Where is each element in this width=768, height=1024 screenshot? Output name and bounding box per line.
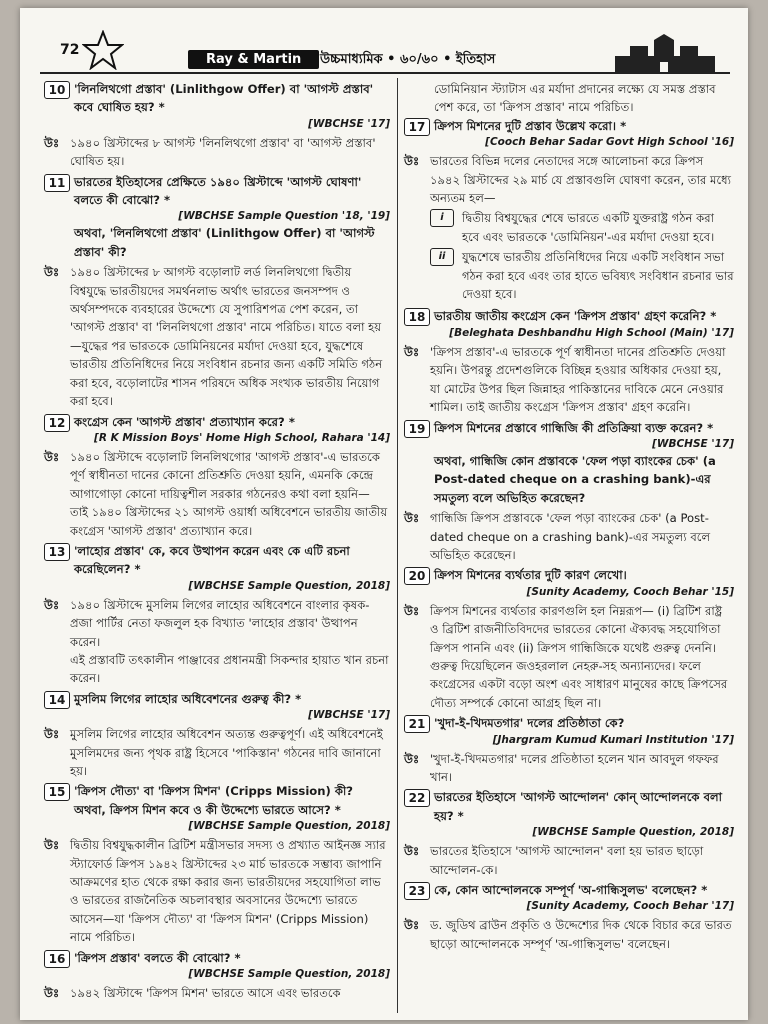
question-text: মুসলিম লিগের লাহোর অধিবেশনের গুরুত্ব কী? * (74, 691, 302, 706)
point-text: দ্বিতীয় বিশ্বযুদ্ধের শেষে ভারতে একটি যুক্তরাষ্ট্র গঠন করা হবে এবং ভারতকে 'ডোমিনিয়ন'-এর মর্যাদা দেওয়া হবে। (462, 211, 715, 244)
question-number: 23 (404, 882, 430, 900)
question-number: 11 (44, 174, 70, 192)
answer-block (430, 343, 734, 417)
question-source: [WBCHSE Sample Question, 2018] (532, 826, 734, 839)
question-number: 21 (404, 715, 430, 733)
question-number: 15 (44, 783, 70, 801)
question-row (404, 881, 734, 914)
question-number: 13 (44, 543, 70, 561)
answer-row (44, 596, 390, 688)
answer-text: ভারতের ইতিহাসে 'আগস্ট আন্দোলন' বলা হয় ভারত ছাড়ো আন্দোলন-কে। (430, 844, 704, 877)
answer-block (430, 509, 734, 564)
question-source: [WBCHSE '17] (652, 437, 734, 450)
question-number: 17 (404, 118, 430, 136)
answer-block (70, 984, 390, 1002)
question-text: 'খুদা-ই-খিদমতগার' দলের প্রতিষ্ঠাতা কে? (434, 716, 625, 731)
answer-marker: উঃ (404, 344, 420, 359)
answer-marker: উঃ (44, 986, 60, 1001)
question-source: [R K Mission Boys' Home High School, Rahara '14] (94, 431, 390, 444)
answer-marker: উঃ (44, 727, 60, 742)
question-source: [WBCHSE '17] (308, 117, 390, 130)
question-block (434, 566, 734, 599)
question-number: 16 (44, 950, 70, 968)
answer-text: 'খুদা-ই-খিদমতগার' দলের প্রতিষ্ঠাতা হলেন খান আবদুল গফফর খান। (430, 751, 719, 784)
question-row (44, 413, 390, 446)
header-rule (40, 72, 730, 74)
answer-marker: উঃ (404, 918, 420, 933)
question-row (404, 714, 734, 747)
question-block (74, 542, 390, 594)
question-source: [WBCHSE Sample Question '18, '19] (178, 210, 390, 223)
question-text: ক্রিপস মিশনের ব্যর্থতার দুটি কারণ লেখো। (434, 568, 627, 583)
answer-extra: এই প্রস্তাবটি তৎকালীন পাঞ্জাবের প্রধানমন্ত্রী সিকন্দার হায়াত খান রচনা করেন। (70, 652, 389, 686)
answer-text: দ্বিতীয় বিশ্বযুদ্ধকালীন ব্রিটিশ মন্ত্রীসভার সদস্য ও প্রখ্যাত আইনজ্ঞ স্যার স্ট্যাফোর্ড ক্রিপস ১৯৪২ খ্রিস্টাব্দের ২৩ মার্চ ভারতকে সম্ভাব্য জাপানি আক্রমণের হাত থেকে রক্ষা করার জন্য ভারতীয়দের সহযোগিতা লাভ ও ভারতের রাজনৈতিক অচলাবস্থার অবসানের উদ্দেশ্যে ভারতে আসেন—যা 'ক্রিপস দৌত্য' বা 'ক্রিপস মিশন' (Cripps Mission) নামে পরিচিত। (70, 838, 386, 945)
answer-marker: উঃ (44, 449, 60, 464)
answer-text: ভারতের বিভিন্ন দলের নেতাদের সঙ্গে আলোচনা করে ক্রিপস ১৯৪২ খ্রিস্টাব্দের ২৯ মার্চ যে প্রস্তাবগুলি ঘোষণা করেন, তার মধ্যে অন্যতম হল— (430, 154, 731, 206)
question-row (44, 782, 390, 834)
point-number: ii (430, 248, 454, 266)
question-alt: অথবা, ক্রিপস মিশন কবে ও কী উদ্দেশ্যে ভারতে আসে? * (74, 802, 341, 817)
question-block (74, 413, 390, 446)
question-block (434, 117, 734, 150)
answer-text: ড. জুডিথ ব্রাউন প্রকৃতি ও উদ্দেশ্যের দিক থেকে বিচার করে ভারত ছাড়ো আন্দোলনকে সম্পূর্ণ 'অ-গান্ধিসুলভ' বলেছেন। (430, 918, 732, 951)
answer-block (70, 448, 390, 540)
answer-block (70, 596, 390, 688)
answer-text: ১৯৪০ খ্রিস্টাব্দের ৮ আগস্ট বড়োলাট লর্ড লিনলিথগো দ্বিতীয় বিশ্বযুদ্ধে ভারতীয়দের সমর্থনলাভ অর্থাৎ ভারতের জনসম্পদ ও অর্থসম্পদকে ব্যবহারের উদ্দেশ্যে যে সুপারিশপত্র পেশ করেন, তা 'আগস্ট প্রস্তাব' বা 'লিনলিথগো প্রস্তাব' নামে পরিচিত। যাতে বলা হয়—যুদ্ধের পর ভারতকে ডোমিনিয়নের মর্যাদা দেওয়া হবে, যুদ্ধশেষে ভারতীয় প্রতিনিধিদের নিয়ে সংবিধান রচনার জন্য একটি সমিতি গঠন করা হবে, বড়োলাটের শাসন পরিষদে অধিক সংখ্যক ভারতীয় নিয়োগ করা হবে। (70, 265, 383, 409)
question-row (44, 690, 390, 723)
answer-text: মুসলিম লিগের লাহোর অধিবেশন অত্যন্ত গুরুত্বপূর্ণ। এই অধিবেশনেই মুসলিমদের জন্য পৃথক রাষ্ট্র হিসেবে 'পাকিস্তান' গঠনের দাবি জানানো হয়। (70, 727, 383, 778)
question-block (74, 173, 390, 262)
left-column (44, 80, 390, 1004)
answer-text: ১৯৪২ খ্রিস্টাব্দে 'ক্রিপস মিশন' ভারতে আসে এবং ভারতকে (70, 986, 341, 1001)
answer-row (44, 448, 390, 540)
question-row (404, 419, 734, 508)
answer-block (70, 263, 390, 410)
question-number: 20 (404, 567, 430, 585)
question-number: 19 (404, 420, 430, 438)
question-text: ভারতীয় জাতীয় কংগ্রেস কেন 'ক্রিপস প্রস্তাব' গ্রহণ করেনি? * (434, 309, 717, 324)
answer-block (70, 725, 390, 780)
question-text: ভারতের ইতিহাসে 'আগস্ট আন্দোলন' কোন্ আন্দোলনকে বলা হয়? * (434, 790, 723, 823)
question-block (434, 419, 734, 508)
question-row (44, 80, 390, 132)
answer-row (404, 750, 734, 787)
question-block (434, 788, 734, 840)
answer-block (70, 836, 390, 946)
answer-text: ১৯৪০ খ্রিস্টাব্দে মুসলিম লিগের লাহোর অধিবেশনে বাংলার কৃষক-প্রজা পার্টির নেতা ফজলুল হক বিখ্যাত 'লাহোর প্রস্তাব' উত্থাপন করেন। (70, 597, 370, 649)
answer-row (404, 509, 734, 564)
question-text: 'লিনলিথগো প্রস্তাব' (Linlithgow Offer) বা 'আগস্ট প্রস্তাব' কবে ঘোষিত হয়? * (74, 82, 374, 115)
question-row (404, 788, 734, 840)
point-text: যুদ্ধশেষে ভারতীয় প্রতিনিধিদের নিয়ে একটি সংবিধান সভা গঠন করা হবে এবং তার হাতে ভবিষ্যৎ সংবিধান রচনার ভার দেওয়া হবে। (462, 250, 734, 302)
column-divider (397, 78, 398, 1013)
question-text: কংগ্রেস কেন 'আগস্ট প্রস্তাব' প্রত্যাখ্যান করে? * (74, 414, 295, 429)
star-icon (82, 30, 124, 70)
answer-marker: উঃ (44, 838, 60, 853)
answer-row (404, 343, 734, 417)
question-number: 10 (44, 81, 70, 99)
answer-marker: উঃ (404, 844, 420, 859)
question-source: [WBCHSE Sample Question, 2018] (188, 968, 390, 981)
question-source: [Sunity Academy, Cooch Behar '17] (526, 900, 734, 913)
page-header (20, 8, 748, 66)
answer-row (404, 916, 734, 953)
page-number: 72 (60, 42, 80, 58)
answer-text: 'ক্রিপস প্রস্তাব'-এ ভারতকে পূর্ণ স্বাধীনতা দানের প্রতিশ্রুতি দেওয়া হয়নি। উপরন্তু প্রদেশগুলিকে বিচ্ছিন্ন হওয়ার অধিকার দেওয়া হয়, যা মোটের উপর ছিল জিন্নাহর পাকিস্তানের দাবিকে মেনে নেওয়ার শামিল। তাই জাতীয় কংগ্রেস 'ক্রিপস প্রস্তাব' গ্রহণ করেনি। (430, 344, 726, 415)
answer-block (430, 842, 734, 879)
question-number: 12 (44, 414, 70, 432)
question-alt: অথবা, 'লিনলিথগো প্রস্তাব' (Linlithgow Offer) বা 'আগস্ট প্রস্তাব' কী? (74, 226, 375, 259)
answer-text: গান্ধিজি ক্রিপস প্রস্তাবকে 'ফেল পড়া ব্যাংকের চেক' (a Post-dated cheque on a crashing bank)-এর সমতুল্য বলে অভিহিত করেছেন। (430, 511, 711, 562)
question-block (434, 881, 734, 914)
fort-icon (610, 34, 720, 74)
answer-text: ১৯৪০ খ্রিস্টাব্দের ৮ আগস্ট 'লিনলিথগো প্রস্তাব' বা 'আগস্ট প্রস্তাব' ঘোষিত হয়। (70, 135, 376, 169)
question-block (74, 80, 390, 132)
question-text: ভারতের ইতিহাসের প্রেক্ষিতে ১৯৪০ খ্রিস্টাব্দে 'আগস্ট ঘোষণা' বলতে কী বোঝো? * (74, 174, 362, 208)
answer-text: ১৯৪০ খ্রিস্টাব্দে বড়োলাট লিনলিথগোর 'আগস্ট প্রস্তাব'-এ ভারতকে পূর্ণ স্বাধীনতা দানের কোনো প্রতিশ্রুতি দেওয়া হয়নি, এমনকি কেন্দ্রে আগাগোড়া কোনো দায়িত্বশীল সরকার গঠনেরও কথা বলা হয়নি— তাই ১৯৪০ খ্রিস্টাব্দের ২১ আগস্ট ওয়ার্ধা অধিবেশনে ভারতীয় জাতীয় কংগ্রেস 'আগস্ট প্রস্তাব' প্রত্যাখ্যান করে। (70, 449, 388, 538)
answer-marker: উঃ (404, 603, 420, 618)
question-source: [Jhargram Kumud Kumari Institution '17] (492, 733, 734, 746)
answer-point (430, 248, 734, 303)
book-title: উচ্চমাধ্যমিক • ৬০/৬০ • ইতিহাস (320, 52, 496, 67)
question-block (74, 949, 390, 982)
answer-marker: উঃ (404, 511, 420, 526)
question-text: ক্রিপস মিশনের দুটি প্রস্তাব উল্লেখ করো। * (434, 118, 627, 133)
question-text: 'লাহোর প্রস্তাব' কে, কবে উত্থাপন করেন এবং কে এটি রচনা করেছিলেন? * (74, 543, 350, 577)
question-row (404, 566, 734, 599)
answer-marker: উঃ (44, 265, 60, 280)
right-column (404, 80, 734, 955)
answer-row (44, 263, 390, 410)
publisher-brand: Ray & Martin (188, 50, 319, 69)
question-number: 18 (404, 308, 430, 326)
question-row (44, 173, 390, 262)
question-source: [WBCHSE Sample Question, 2018] (188, 820, 390, 833)
answer-row (44, 836, 390, 946)
answer-block (430, 916, 734, 953)
question-text: 'ক্রিপস প্রস্তাব' বলতে কী বোঝো? * (74, 950, 241, 965)
answer-block (430, 152, 734, 305)
answer-marker: উঃ (404, 751, 420, 766)
answer-marker: উঃ (404, 154, 420, 169)
question-source: [Sunity Academy, Cooch Behar '15] (526, 585, 734, 598)
answer-row (404, 152, 734, 305)
answer-block (430, 750, 734, 787)
answer-row (404, 602, 734, 712)
answer-text: ক্রিপস মিশনের ব্যর্থতার কারণগুলি হল নিম্নরূপ— (i) ব্রিটিশ রাষ্ট্র ও ব্রিটিশ রাজনীতিবিদদের ভারতের কোনো ঐক্যবদ্ধ সহযোগিতা ক্রিপস পাননি এবং (ii) ক্রিপস গান্ধিজিকে যথেষ্ট গুরুত্ব দেননি। গুরুত্ব দিয়েছিলেন জওহরলাল নেহরু-সহ অন্যান্যদের। ফলে কংগ্রেসের একটা বড়ো অংশ এবং সাধারণ মানুষের কাছে ক্রিপসের দৌত্য সম্পর্কে কোনো আগ্রহ ছিল না। (430, 603, 728, 710)
answer-row (404, 842, 734, 879)
question-source: [Cooch Behar Sadar Govt High School '16] (485, 136, 734, 149)
answer-point (430, 209, 734, 246)
book-page (20, 8, 748, 1020)
question-row (404, 117, 734, 150)
question-alt: অথবা, গান্ধিজি কোন প্রস্তাবকে 'ফেল পড়া ব্যাংকের চেক' (a Post-dated cheque on a crashing bank)-এর সমতুল্য বলে অভিহিত করেছেন? (434, 453, 716, 505)
question-number: 14 (44, 691, 70, 709)
question-block (74, 782, 390, 834)
answer-block (430, 602, 734, 712)
question-block (74, 690, 390, 723)
answer-row (44, 984, 390, 1002)
question-text: 'ক্রিপস দৌত্য' বা 'ক্রিপস মিশন' (Cripps Mission) কী? (74, 784, 354, 799)
answer-row (44, 134, 390, 171)
answer-marker: উঃ (44, 597, 60, 612)
question-text: কে, কোন আন্দোলনকে সম্পূর্ণ 'অ-গান্ধিসুলভ' বলেছেন? * (434, 883, 708, 898)
question-block (434, 307, 734, 340)
answer-block (70, 134, 390, 171)
answer-marker: উঃ (44, 135, 60, 150)
question-number: 22 (404, 789, 430, 807)
question-row (44, 542, 390, 594)
question-text: ক্রিপস মিশনের প্রস্তাবে গান্ধিজি কী প্রতিক্রিয়া ব্যক্ত করেন? * (434, 420, 714, 435)
question-source: [WBCHSE Sample Question, 2018] (188, 579, 390, 592)
question-row (404, 307, 734, 340)
question-block (434, 714, 734, 747)
question-row (44, 949, 390, 982)
continued-answer: ডোমিনিয়ান স্ট্যাটাস এর মর্যাদা প্রদানের লক্ষ্যে যে সমস্ত প্রস্তাব পেশ করে, তা 'ক্রিপস প্রস্তাব' নামে পরিচিত। (434, 82, 716, 115)
answer-row (44, 725, 390, 780)
question-source: [Beleghata Deshbandhu High School (Main) '17] (449, 326, 734, 339)
question-source: [WBCHSE '17] (308, 709, 390, 722)
point-number: i (430, 209, 454, 227)
